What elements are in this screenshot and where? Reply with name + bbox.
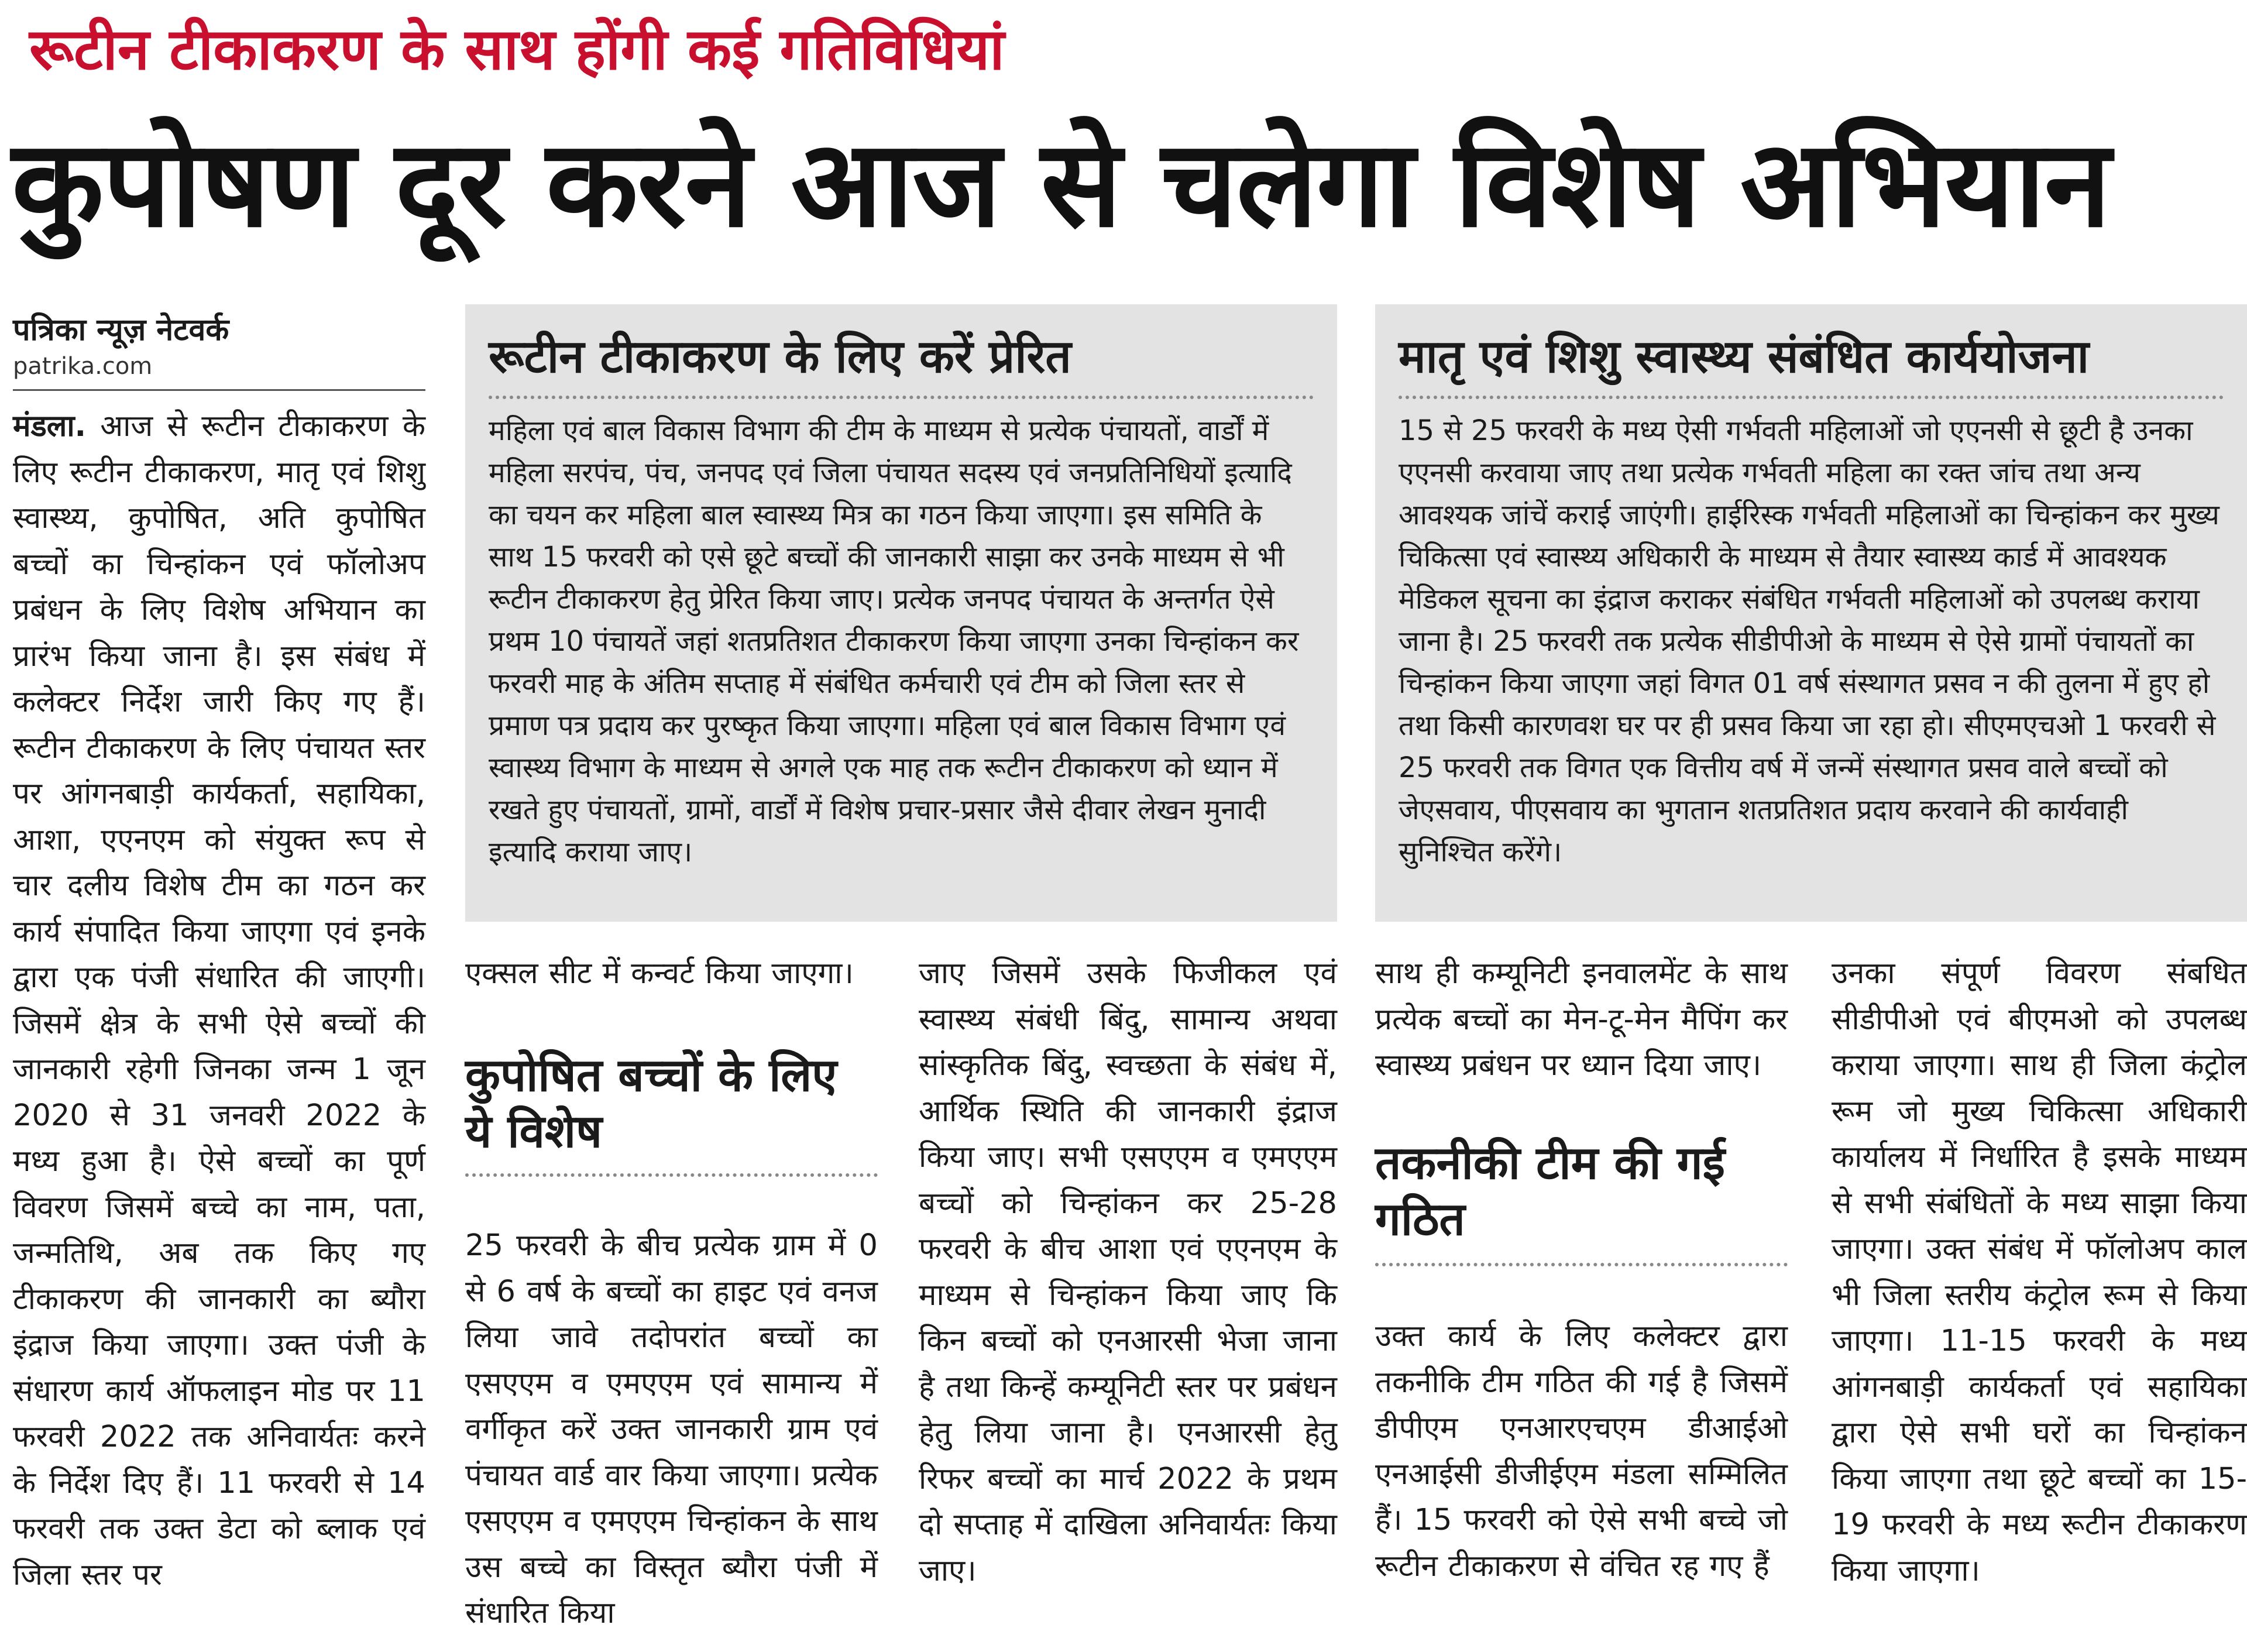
lead-text: आज से रूटीन टीकाकरण के लिए रूटीन टीकाकरण, मातृ एवं शिशु स्वास्थ्य, कुपोषित, अति कुपोषित बच्चों का चिन्हांकन एवं फॉलोअप प्रबंधन के लिए विशेष अभियान का प्रारंभ किया जाना है। इस संबंध में कलेक्टर निर्देश जारी किए गए हैं। रूटीन टीकाकरण के लिए पंचायत स्तर पर आंगनबाड़ी कार्यकर्ता, सहायिका, आशा, एएनएम को संयुक्त रूप से चार दलीय विशेष टीम का गठन कर कार्य संपादित किया जाएगा एवं इनके द्वारा एक पंजी संधारित की जाएगी। जिसमें क्षेत्र के सभी ऐसे बच्चों की जानकारी रहेगी जिनका जन्म 1 जून 2020 से 31 जनवरी 2022 के मध्य हुआ है। ऐसे बच्चों का पूर्ण विवरण जिसमें बच्चे का नाम, पता, जन्मतिथि, अब तक किए गए टीकाकरण की जानकारी का ब्यौरा इंद्राज किया जाएगा। उक्त पंजी के संधारण कार्य ऑफलाइन मोड पर 11 फरवरी 2022 तक अनिवार्यतः करने के निर्देश दिए हैं। 11 फरवरी से 14 फरवरी तक उक्त डेटा को ब्लाक एवं जिला स्तर पर bbox=[13, 409, 425, 1592]
lead-column bbox=[13, 404, 425, 1639]
byline-url: patrika.com bbox=[13, 353, 153, 380]
subhead-technical-team: तकनीकी टीम की गई गठित bbox=[1375, 1137, 1725, 1246]
byline bbox=[13, 309, 425, 391]
subhead-malnourished: कुपोषित बच्चों के लिए ये विशेष bbox=[465, 1049, 837, 1158]
kicker-headline: रूटीन टीकाकरण के साथ होंगी कई गतिविधियां bbox=[29, 16, 1005, 83]
info-box-maternal-health bbox=[1375, 304, 2247, 922]
info-box-immunization bbox=[465, 304, 1337, 922]
col4-top-text: साथ ही कम्यूनिटी इनवालमेंट के साथ प्रत्येक बच्चों का मेन-टू-मेन मैपिंग कर स्वास्थ्य प्रबंधन पर ध्यान दिया जाए। bbox=[1375, 956, 1788, 1083]
col2-top-text: एक्सल सीट में कन्वर्ट किया जाएगा। bbox=[465, 956, 854, 991]
box-title-maternal-health: मातृ एवं शिशु स्वास्थ्य संबंधित कार्ययोजना bbox=[1399, 322, 2224, 399]
divider bbox=[1375, 1263, 1788, 1266]
main-headline: कुपोषण दूर करने आज से चलेगा विशेष अभियान bbox=[12, 115, 2110, 254]
box-text-maternal-health: 15 से 25 फरवरी के मध्य ऐसी गर्भवती महिलाओं जो एएनसी से छूटी है उनका एएनसी करवाया जाए तथा प्रत्येक गर्भवती महिला का रक्त जांच तथा अन्य आवश्यक जांचें कराई जाएंगी। हाईरिस्क गर्भवती महिलाओं का चिन्हांकन कर मुख्य चिकित्सा एवं स्वास्थ्य अधिकारी के माध्यम से तैयार स्वास्थ्य कार्ड में आवश्यक मेडिकल सूचना का इंद्राज कराकर संबंधित गर्भवती महिलाओं को उपलब्ध कराया जाना है। 25 फरवरी तक प्रत्येक सीडीपीओ के माध्यम से ऐसे ग्रामों पंचायतों का चिन्हांकन किया जाएगा जहां विगत 01 वर्ष संस्थागत प्रसव न की तुलना में हुए हो तथा किसी कारणवश घर पर ही प्रसव किया जा रहा हो। सीएमएचओ 1 फरवरी से 25 फरवरी तक विगत एक वित्तीय वर्ष में जन्में संस्थागत प्रसव वाले बच्चों को जेएसवाय, पीएसवाय का भुगतान शतप्रतिशत प्रदाय करवाने की कार्यवाही सुनिश्चित करेंगे। bbox=[1399, 414, 2219, 868]
byline-name: पत्रिका न्यूज़ नेटवर्क bbox=[13, 312, 229, 348]
col5-text: उनका संपूर्ण विवरण संबधित सीडीपीओ एवं बीएमओ को उपलब्ध कराया जाएगा। साथ ही जिला कंट्रोल रूम जो मुख्य चिकित्सा अधिकारी कार्यालय में निर्धारित है इसके माध्यम से सभी संबंधितों के मध्य साझा किया जाएगा। उक्त संबंध में फॉलोअप काल भी जिला स्तरीय कंट्रोल रूम से किया जाएगा। 11-15 फरवरी के मध्य आंगनबाड़ी कार्यकर्ता एवं सहायिका द्वारा ऐसे सभी घरों का चिन्हांकन किया जाएगा तथा छूटे बच्चों का 15-19 फरवरी के मध्य रूटीन टीकाकरण किया जाएगा। bbox=[1832, 956, 2247, 1588]
col4-text: उक्त कार्य के लिए कलेक्टर द्वारा तकनीकि टीम गठित की गई है जिसमें डीपीएम एनआरएचएम डीआईओ एनआईसी डीजीईएम मंडला सम्मिलित हैं। 15 फरवरी को ऐसे सभी बच्चे जो रूटीन टीकाकरण से वंचित रह गए हैं bbox=[1375, 1319, 1788, 1584]
box-title-immunization: रूटीन टीकाकरण के लिए करें प्रेरित bbox=[489, 322, 1314, 399]
box-text-immunization: महिला एवं बाल विकास विभाग की टीम के माध्यम से प्रत्येक पंचायतों, वार्डों में महिला सरपंच, पंच, जनपद एवं जिला पंचायत सदस्य एवं जनप्रतिनिधियों इत्यादि का चयन कर महिला बाल स्वास्थ्य मित्र का गठन किया जाएगा। इस समिति के साथ 15 फरवरी को एसे छूटे बच्चों की जानकारी साझा कर उनके माध्यम से भी रूटीन टीकाकरण हेतु प्रेरित किया जाए। प्रत्येक जनपद पंचायत के अन्तर्गत ऐसे प्रथम 10 पंचायतें जहां शतप्रतिशत टीकाकरण किया जाएगा उनका चिन्हांकन कर फरवरी माह के अंतिम सप्ताह में संबंधित कर्मचारी एवं टीम को जिला स्तर से प्रमाण पत्र प्रदाय कर पुरष्कृत किया जाएगा। महिला एवं बाल विकास विभाग एवं स्वास्थ्य विभाग के माध्यम से अगले एक माह तक रूटीन टीकाकरण को ध्यान में रखते हुए पंचायतों, ग्रामों, वार्डों में विशेष प्रचार-प्रसार जैसे दीवार लेखन मुनादी इत्यादि कराया जाए। bbox=[489, 414, 1299, 868]
col2-text: 25 फरवरी के बीच प्रत्येक ग्राम में 0 से 6 वर्ष के बच्चों का हाइट एवं वनज लिया जावे तदोपरांत बच्चों का एसएएम व एमएएम एवं सामान्य में वर्गीकृत करें उक्त जानकारी ग्राम एवं पंचायत वार्ड वार किया जाएगा। प्रत्येक एसएएम व एमएएम चिन्हांकन के साथ उस बच्चे का विस्तृत ब्यौरा पंजी में संधारित किया bbox=[465, 1228, 878, 1630]
dateline: मंडला. bbox=[13, 409, 86, 444]
divider bbox=[465, 1173, 878, 1177]
col3-text: जाए जिसमें उसके फिजीकल एवं स्वास्थ्य संबंधी बिंदु, सामान्य अथवा सांस्कृतिक बिंदु, स्वच्छता के संबंध में, आर्थिक स्थिति की जानकारी इंद्राज किया जाए। सभी एसएएम व एमएएम बच्चों को चिन्हांकन कर 25-28 फरवरी के बीच आशा एवं एएनएम के माध्यम से चिन्हांकन किया जाए कि किन बच्चों को एनआरसी भेजा जाना है तथा किन्हें कम्यूनिटी स्तर पर प्रबंधन हेतु लिया जाना है। एनआरसी हेतु रिफर बच्चों का मार्च 2022 के प्रथम दो सप्ताह में दाखिला अनिवार्यतः किया जाए। bbox=[919, 956, 1337, 1588]
